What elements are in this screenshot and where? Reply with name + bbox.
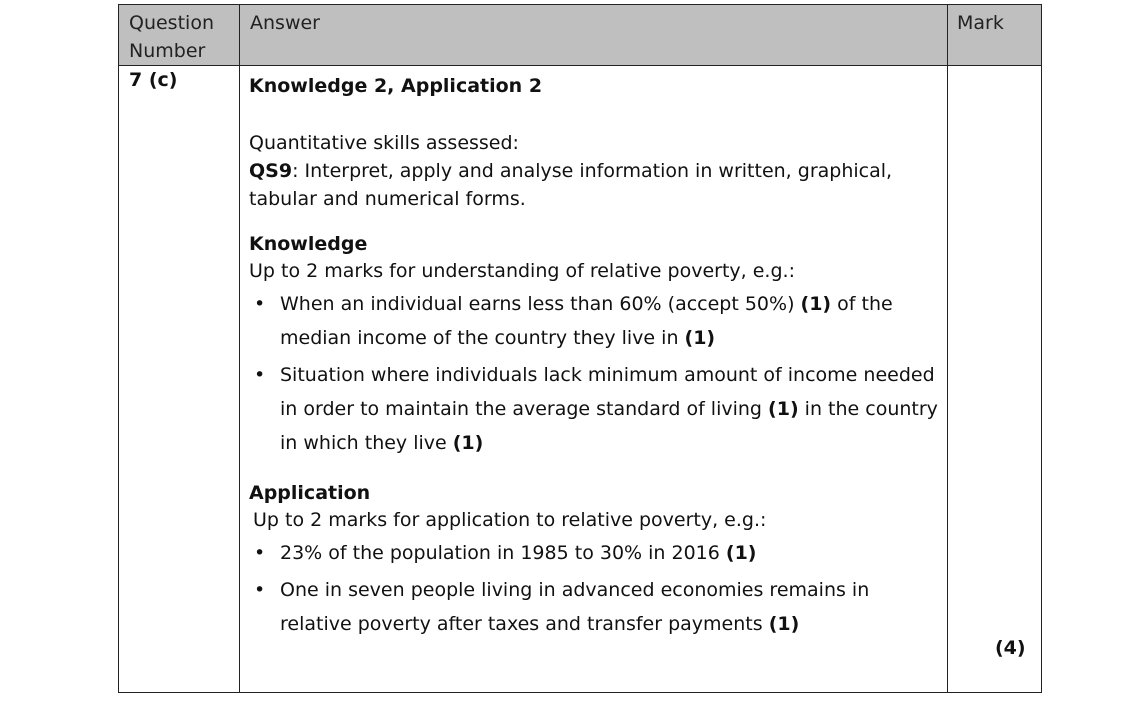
item-mark: (1) — [768, 613, 800, 635]
list-item — [249, 536, 939, 570]
question-number: 7 (c) — [129, 69, 178, 91]
quantitative-skills — [249, 129, 939, 213]
bullet-icon: • — [254, 579, 266, 601]
answer-cell — [249, 69, 939, 644]
total-mark: (4) — [995, 637, 1026, 659]
item-text: When an individual earns less than 60% (accept 50%) — [280, 293, 801, 315]
item-mark: (1) — [725, 542, 757, 564]
bullet-icon: • — [254, 542, 266, 564]
application-intro: Up to 2 marks for application to relative poverty, e.g.: — [253, 509, 767, 531]
list-item — [249, 287, 939, 355]
item-mark: (1) — [684, 327, 716, 349]
knowledge-intro: Up to 2 marks for understanding of relative poverty, e.g.: — [249, 260, 795, 282]
item-text: Situation where individuals lack minimum amount of income needed in order to maintain the average standard of living — [280, 364, 935, 420]
column-divider — [947, 5, 948, 692]
qs-description — [249, 157, 939, 213]
item-mark: (1) — [452, 432, 484, 454]
list-item — [249, 573, 939, 641]
answer-title: Knowledge 2, Application 2 — [249, 75, 543, 97]
header-mark: Mark — [957, 12, 1004, 34]
item-mark: (1) — [768, 398, 799, 420]
qs-intro: Quantitative skills assessed: — [249, 132, 519, 154]
bullet-icon: • — [254, 364, 266, 386]
item-mark: (1) — [800, 293, 832, 315]
bullet-icon: • — [254, 293, 266, 315]
qs-text: : Interpret, apply and analyse information in written, graphical, tabular and numerical forms. — [249, 160, 893, 210]
header-question-number: Question Number — [129, 12, 214, 62]
column-divider — [239, 5, 240, 692]
item-text: 23% of the population in 1985 to 30% in 2016 — [280, 542, 726, 564]
qs-code: QS9 — [249, 160, 293, 182]
item-text: of the median income of the country they live in — [280, 293, 893, 349]
item-text: in the country in which they live — [280, 398, 938, 454]
knowledge-heading: Knowledge — [249, 233, 368, 255]
application-heading: Application — [249, 482, 371, 504]
mark-scheme-table — [118, 4, 1042, 693]
item-text: One in seven people living in advanced economies remains in relative poverty after taxes and transfer payments — [280, 579, 870, 635]
table-header — [119, 5, 1041, 66]
header-answer: Answer — [250, 12, 320, 34]
list-item — [249, 358, 939, 460]
application-list — [249, 536, 939, 641]
knowledge-list — [249, 287, 939, 460]
